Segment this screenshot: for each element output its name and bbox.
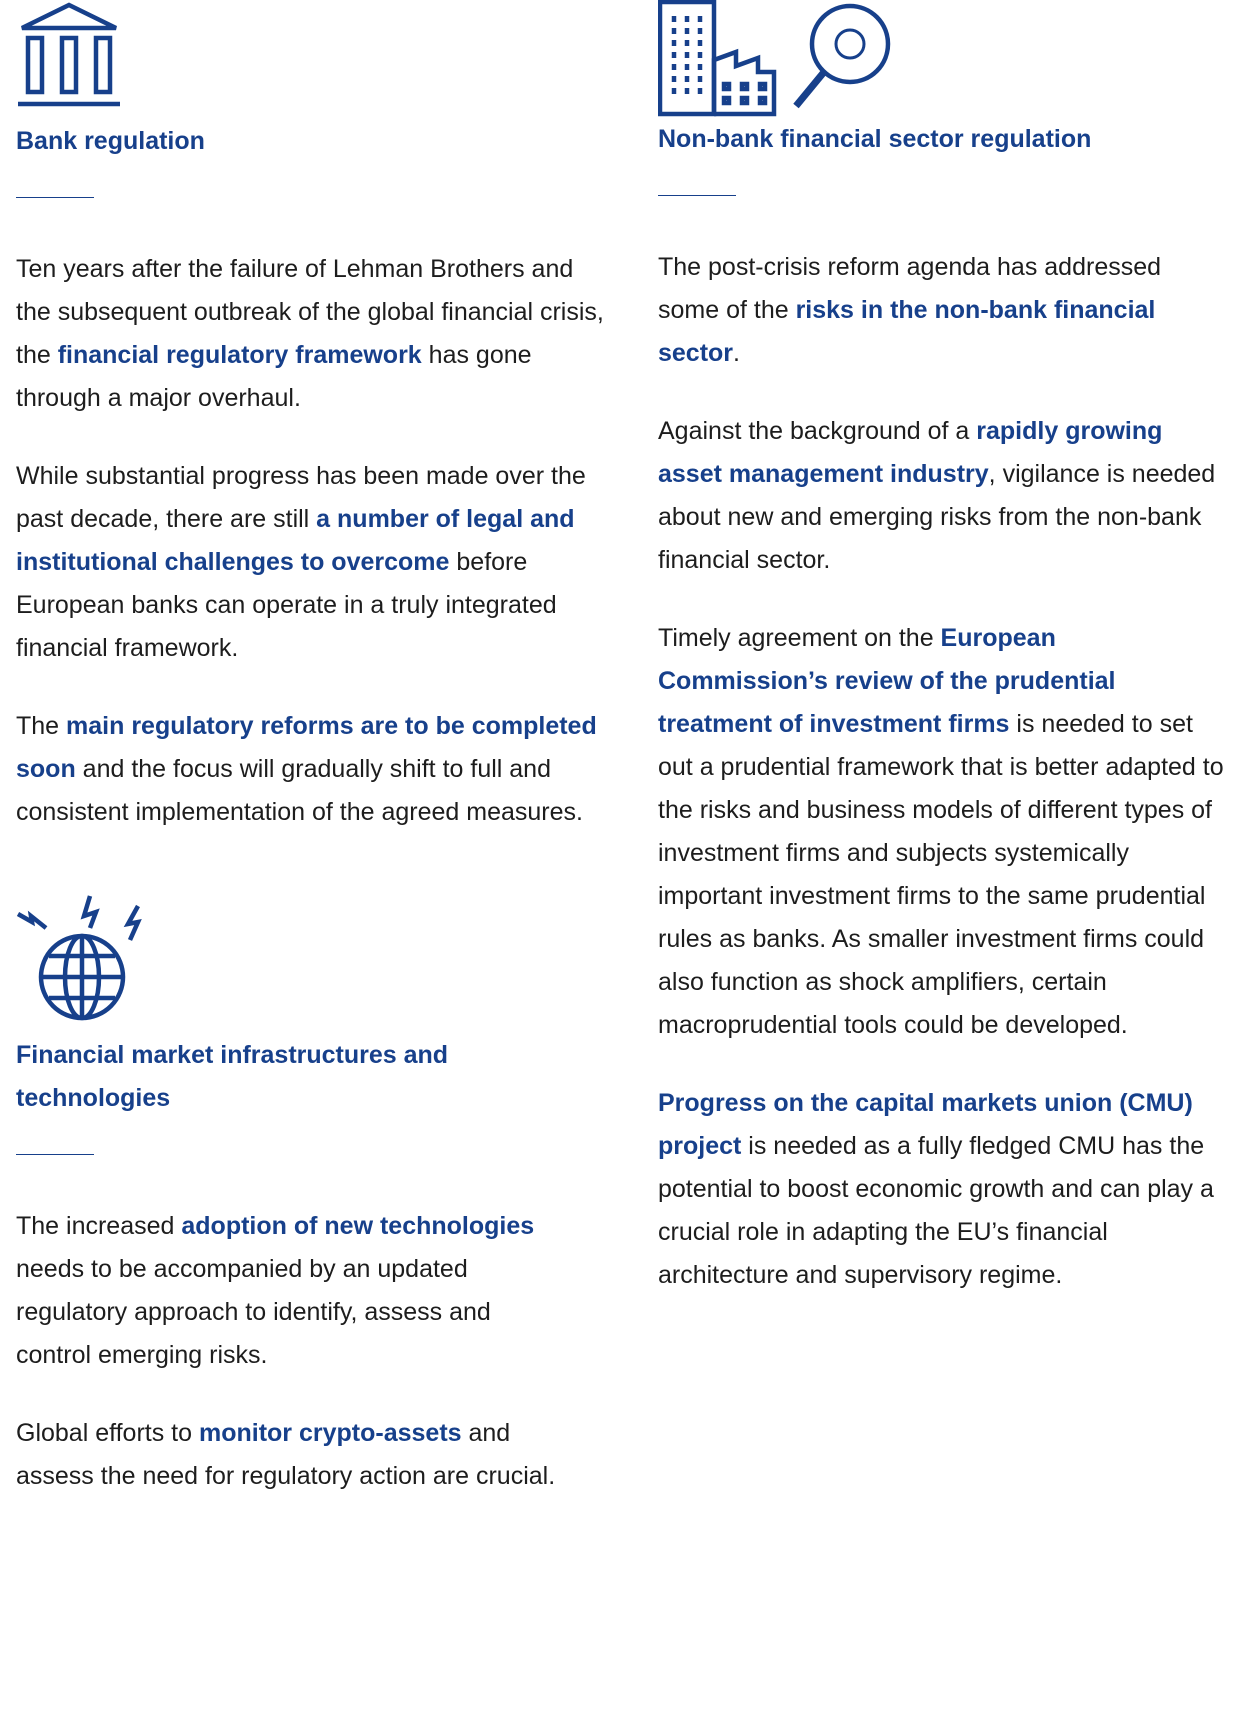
body-text: is needed as a fully fledged CMU has the potential to boost economic growth and can play a crucial role in adapting the EU’s financial architecture and supervisory regime. [658,1132,1214,1289]
paragraph [658,617,1228,1047]
body-text: Global efforts to [16,1419,199,1447]
body-text: Ten years after the failure of Lehman Brothers and the subsequent outbreak of the global financial crisis, the [16,255,604,369]
bank-regulation-body [16,248,606,834]
globe-lightning-icon [16,894,156,1022]
body-text: Timely agreement on the [658,624,941,652]
emphasis-text: rapidly growing asset management industry [658,417,1163,488]
body-text: The post-crisis reform agenda has addressed some of the [658,253,1162,324]
paragraph [16,1412,556,1498]
nonbank-body [658,246,1228,1297]
body-text: The [16,712,67,740]
body-text: and assess the need for regulatory action are crucial. [16,1419,556,1490]
body-text: is needed to set out a prudential framework that is better adapted to the risks and business models of different types of investment firms and subjects systemically important investment firms to the same prudential rules as banks. As smaller investment firms could also function as shock amplifiers, certain macroprudential tools could be developed. [658,710,1224,1039]
paragraph [658,246,1228,375]
left-column [16,0,606,1498]
emphasis-text: main regulatory reforms are to be completed soon [16,712,597,783]
emphasis-text: risks in the non-bank financial sector [658,296,1156,367]
body-text: before European banks can operate in a truly integrated financial framework. [16,548,557,662]
fmi-body [16,1205,556,1498]
body-text: . [733,339,740,367]
body-text: While substantial progress has been made over the past decade, there are still [16,462,586,533]
paragraph [16,705,606,834]
emphasis-text: Progress on the capital markets union (CMU) project [658,1089,1193,1160]
paragraph [16,248,606,420]
bank-regulation-divider [16,197,94,198]
paragraph [16,455,606,670]
body-text: needs to be accompanied by an updated regulatory approach to identify, assess and control emerging risks. [16,1255,491,1369]
body-text: has gone through a major overhaul. [16,341,532,412]
emphasis-text: financial regulatory framework [57,341,422,369]
paragraph [16,1205,556,1377]
nonbank-heading: Non-bank financial sector regulation [658,125,1092,153]
nonbank-divider [658,195,736,196]
bank-regulation-heading: Bank regulation [16,127,205,155]
emphasis-text: adoption of new technologies [181,1212,535,1240]
fmi-divider [16,1154,94,1155]
right-column [658,0,1228,1297]
emphasis-text: a number of legal and institutional challenges to overcome [16,505,575,576]
emphasis-text: monitor crypto-assets [198,1419,462,1447]
body-text: The increased [16,1212,182,1240]
body-text: , vigilance is needed about new and emerging risks from the non-bank financial sector. [658,460,1216,574]
buildings-magnifier-icon [658,0,898,118]
bank-building-icon [16,2,122,110]
body-text: Against the background of a [658,417,977,445]
body-text: and the focus will gradually shift to full and consistent implementation of the agreed measures. [16,755,583,826]
paragraph [658,1082,1228,1297]
emphasis-text: European Commission’s review of the prudential treatment of investment firms [658,624,1116,738]
paragraph [658,410,1228,582]
fmi-heading: Financial market infrastructures and technologies [16,1041,449,1112]
